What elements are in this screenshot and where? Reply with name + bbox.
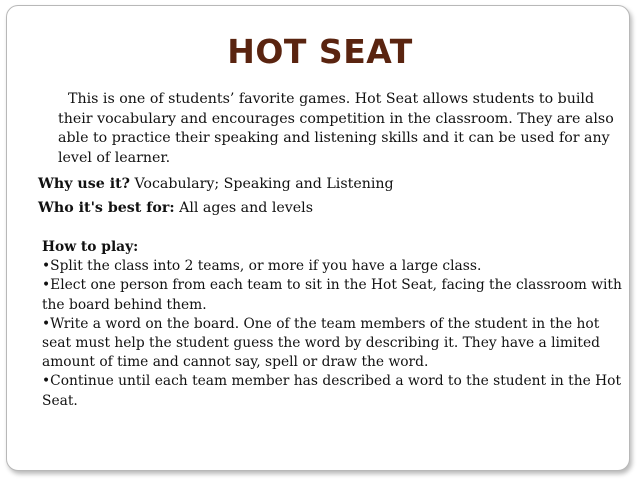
how-to-play-section (42, 238, 632, 411)
slide-title: HOT SEAT (227, 32, 413, 71)
how-to-play-step: •Split the class into 2 teams, or more if you have a large class. (42, 258, 482, 275)
who-best-for-label: Who it's best for: (38, 200, 175, 216)
intro-paragraph: This is one of students’ favorite games. Hot Seat allows students to build their vocabulary and encourages competition in the classroom. They are also able to practice their speaking and listening skills and it can be used for any level of learner. (58, 91, 614, 166)
why-use-it-label: Why use it? (38, 176, 130, 192)
how-to-play-step: •Write a word on the board. One of the team members of the student in the hot seat must help the student guess the word by describing it. They have a limited amount of time and cannot say, spell or draw the word. (42, 315, 600, 371)
how-to-play-heading: How to play: (42, 239, 139, 255)
who-best-for-value: All ages and levels (174, 200, 313, 216)
why-use-it-row (38, 174, 394, 194)
how-to-play-step: •Continue until each team member has described a word to the student in the Hot Seat. (42, 373, 622, 409)
why-use-it-value: Vocabulary; Speaking and Listening (129, 176, 394, 192)
how-to-play-step: •Elect one person from each team to sit in the Hot Seat, facing the classroom with the board behind them. (42, 277, 622, 313)
how-to-play-list (42, 257, 632, 411)
who-best-for-row (38, 198, 313, 218)
